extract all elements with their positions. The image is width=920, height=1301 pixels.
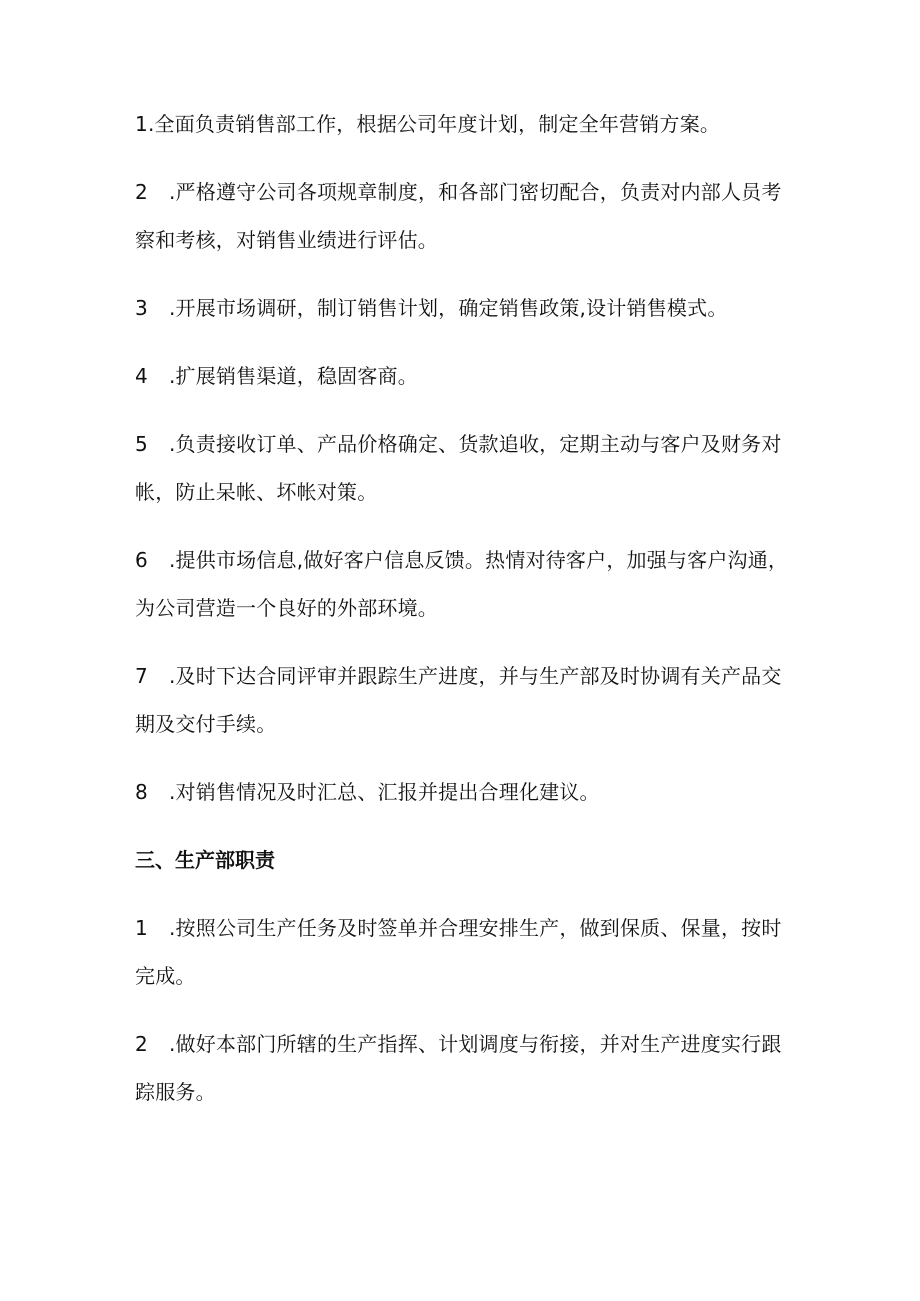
item-number: 2 bbox=[135, 1032, 148, 1056]
sales-item-3 bbox=[135, 284, 795, 332]
item-text: .开展市场调研，制订销售计划，确定销售政策,设计销售模式。 bbox=[169, 296, 728, 320]
item-text: .提供市场信息,做好客户信息反馈。热情对待客户，加强与客户沟通，为公司营造一个良好的外部环境。 bbox=[135, 548, 789, 620]
sales-item-2 bbox=[135, 168, 795, 264]
item-number: 4 bbox=[135, 364, 148, 388]
item-number: 7 bbox=[135, 664, 148, 688]
sales-item-8 bbox=[135, 768, 795, 816]
item-text: .扩展销售渠道，稳固客商。 bbox=[169, 364, 418, 388]
item-text: .做好本部门所辖的生产指挥、计划调度与衔接，并对生产进度实行跟踪服务。 bbox=[135, 1032, 782, 1104]
production-item-2 bbox=[135, 1020, 795, 1116]
item-text: .及时下达合同评审并跟踪生产进度，并与生产部及时协调有关产品交期及交付手续。 bbox=[135, 664, 782, 736]
item-number: 2 bbox=[135, 180, 148, 204]
item-number: 6 bbox=[135, 548, 148, 572]
item-text: .严格遵守公司各项规章制度，和各部门密切配合，负责对内部人员考察和考核，对销售业绩进行评估。 bbox=[135, 180, 782, 252]
sales-item-5 bbox=[135, 420, 795, 516]
sales-item-1 bbox=[135, 100, 795, 148]
item-text: .按照公司生产任务及时签单并合理安排生产，做到保质、保量，按时完成。 bbox=[135, 916, 782, 988]
sales-item-4 bbox=[135, 352, 795, 400]
document-page bbox=[135, 100, 795, 1136]
sales-item-7 bbox=[135, 652, 795, 748]
production-section-heading: 三、生产部职责 bbox=[135, 848, 275, 872]
item-number: 1 bbox=[135, 112, 148, 136]
production-item-1 bbox=[135, 904, 795, 1000]
item-text: .负责接收订单、产品价格确定、货款追收，定期主动与客户及财务对帐，防止呆帐、坏帐对策。 bbox=[135, 432, 782, 504]
item-number: 5 bbox=[135, 432, 148, 456]
item-text: .对销售情况及时汇总、汇报并提出合理化建议。 bbox=[169, 780, 600, 804]
item-text: .全面负责销售部工作，根据公司年度计划，制定全年营销方案。 bbox=[147, 112, 721, 136]
sales-item-6 bbox=[135, 536, 795, 632]
item-number: 1 bbox=[135, 916, 148, 940]
item-number: 3 bbox=[135, 296, 148, 320]
item-number: 8 bbox=[135, 780, 148, 804]
